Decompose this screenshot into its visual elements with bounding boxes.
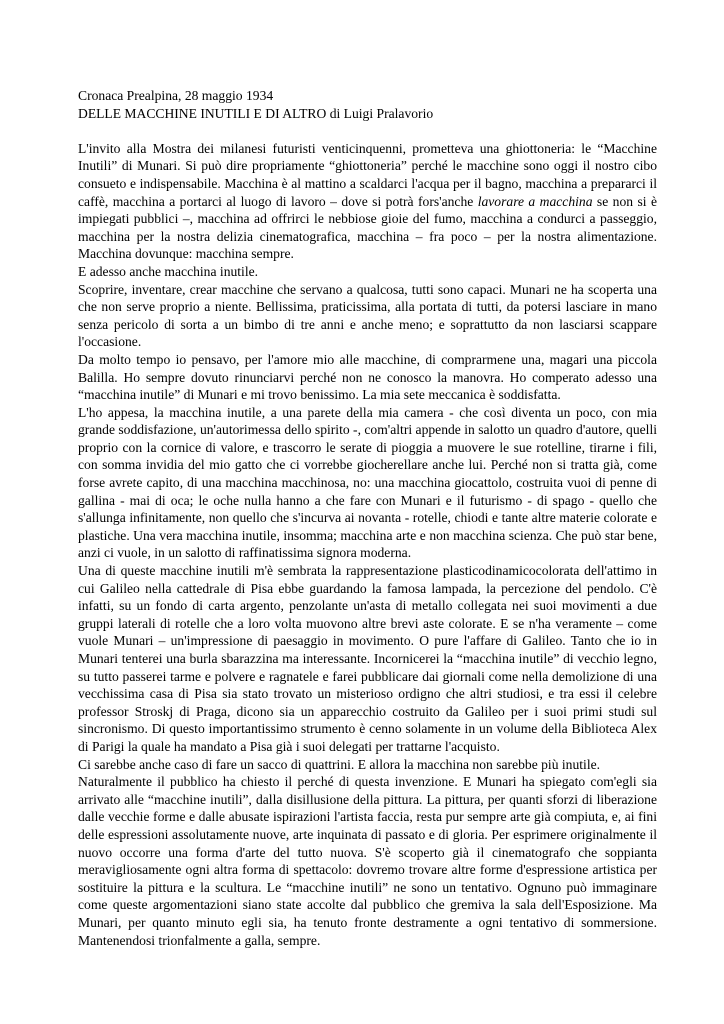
paragraph-text: L'invito alla Mostra dei milanesi futuristi venticinquenni, prometteva una ghiottoneria: le “Macchine Inutili” di Munari. Si può dire propriamente “ghiottoneria” perché le macchine sono oggi il nostro cibo consueto e indispensabile. Macchina è al mattino a scaldarci l'acqua per il bagno, macchina a prepararci il caffè, macchina a portarci al luogo di lavoro – dove si potrà fors'anche [78, 140, 657, 209]
paragraph-quattrini: Ci sarebbe anche caso di fare un sacco di quattrini. E allora la macchina non sarebbe più inutile. [78, 756, 601, 772]
paragraph-text: se non si è impiegati pubblici –, macchina ad offrirci le nebbiose gioie del fumo, macchina a condurci a passeggio, macchina per la nostra delizia cinematografica, macchina – fra poco – per la nostra alimentazione. Macchina dovunque: macchina sempre. [78, 193, 657, 262]
paragraph-scoprire: Scoprire, inventare, crear macchine che servano a qualcosa, tutti sono capaci. Munari ne ha scoperta una che non serve proprio a niente. Bellissima, praticissima, alla portata di tutti, da potersi lasciare in mano senza pericolo di sorta a un bimbo di tre anni e anche meno; e soprattutto da non lasciarsi scappare l'occasione. [78, 281, 657, 350]
paragraph-macchina-inutile: E adesso anche macchina inutile. [78, 263, 259, 279]
paragraph-appesa: L'ho appesa, la macchina inutile, a una parete della mia camera - che così diventa un poco, con mia grande soddisfazione, un'autorimessa dello spirito -, com'altri appende in salotto un quadro d'autore, quelli proprio con la cornice di valore, e trascorro le serate di pioggia a muovere le sue rotelline, tirarne i fili, con somma invidia del mio gatto che ci vorrebbe giocherellare anche lui. Perché non si tratta già, come forse avrete capito, di una macchina macchinosa, no: una macchina giocattolo, costruita vuoi di penne di gallina - mai di oca; le oche nulla hanno a che fare con Munari e il futurismo - di spago - quello che s'allunga infinitamente, non quello che s'incurva ai novanta - rotelle, chiodi e tante altre materie colorate e plastiche. Una vera macchina inutile, insomma; macchina arte e non macchina scienza. Che può star bene, anzi ci vuole, in un salotto di raffinatissima signora moderna. [78, 404, 657, 561]
blank-line [78, 122, 657, 140]
paragraph-invito [78, 140, 657, 263]
paragraph-balilla: Da molto tempo io pensavo, per l'amore mio alle macchine, di comprarmene una, magari una piccola Balilla. Ho sempre dovuto rinunciarvi perché non ne conosco la manovra. Ho comperato adesso una “macchina inutile” di Munari e mi trovo benissimo. La mia sete meccanica è soddisfatta. [78, 351, 657, 403]
newspaper-source-line: Cronaca Prealpina, 28 maggio 1934 [78, 88, 274, 103]
document-page [78, 87, 657, 949]
article-title: DELLE MACCHINE INUTILI E DI ALTRO di Luigi Pralavorio [78, 105, 434, 121]
paragraph-pittura: Naturalmente il pubblico ha chiesto il perché di questa invenzione. E Munari ha spiegato com'egli sia arrivato alle “macchine inutili”, dalla disillusione della pittura. La pittura, per quanti sforzi di liberazione dalle vecchie forme e dalle abusate ispirazioni l'artista faccia, resta pur sempre arte già compiuta, e, ai fini delle espressioni assolutamente nuove, arte inquinata di passato e di gloria. Per esprimere originalmente il nuovo occorre una forma d'arte del tutto nuova. S'è scoperto già il cinematografo che soppianta meravigliosamente ogni altra forma di spettacolo: dovremo trovare altre forme d'espressione artistica per sostituire la pittura e la scultura. Le “macchine inutili” ne sono un tentativo. Ognuno può immaginare come queste argomentazioni siano state accolte dal pubblico che gremiva la sala dell'Esposizione. Ma Munari, per quanto minuto egli sia, ha tenuto fronte destramente a ogni tentativo di sommersione. Mantenendosi trionfalmente a galla, sempre. [78, 774, 657, 948]
paragraph-galileo: Una di queste macchine inutili m'è sembrata la rappresentazione plasticodinamicocolorata dell'attimo in cui Galileo nella cattedrale di Pisa ebbe guardando la famosa lampada, la percezione del pendolo. C'è infatti, su un fondo di carta argento, penzolante un'asta di metallo collegata nei suoi movimenti a due gruppi laterali di rotelle che a loro volta muovono altre brevi aste colorate. E se n'ha veramente – come vuole Munari – un'impressione di paesaggio in movimento. O pure l'affare di Galileo. Tanto che io in Munari tenterei una burla sbarazzina ma interessante. Incornicerei la “macchina inutile” di vecchio legno, su tutto passerei tarme e polvere e ragnatele e farei pubblicare dai giornali come nella demolizione di una vecchissima casa di Pisa sia stato trovato un misterioso ordigno che altri studiosi, e tra essi il celebre professor Stroskj di Praga, dicono sia un apparecchio costruito da Galileo per i suoi primi studi sul sincronismo. Di questo importantissimo strumento è cenno solamente in un volume della Biblioteca Alex di Parigi la quale ha mandato a Pisa già i suoi delegati per trattarne l'acquisto. [78, 563, 657, 754]
italic-phrase: lavorare a macchina [477, 193, 593, 209]
